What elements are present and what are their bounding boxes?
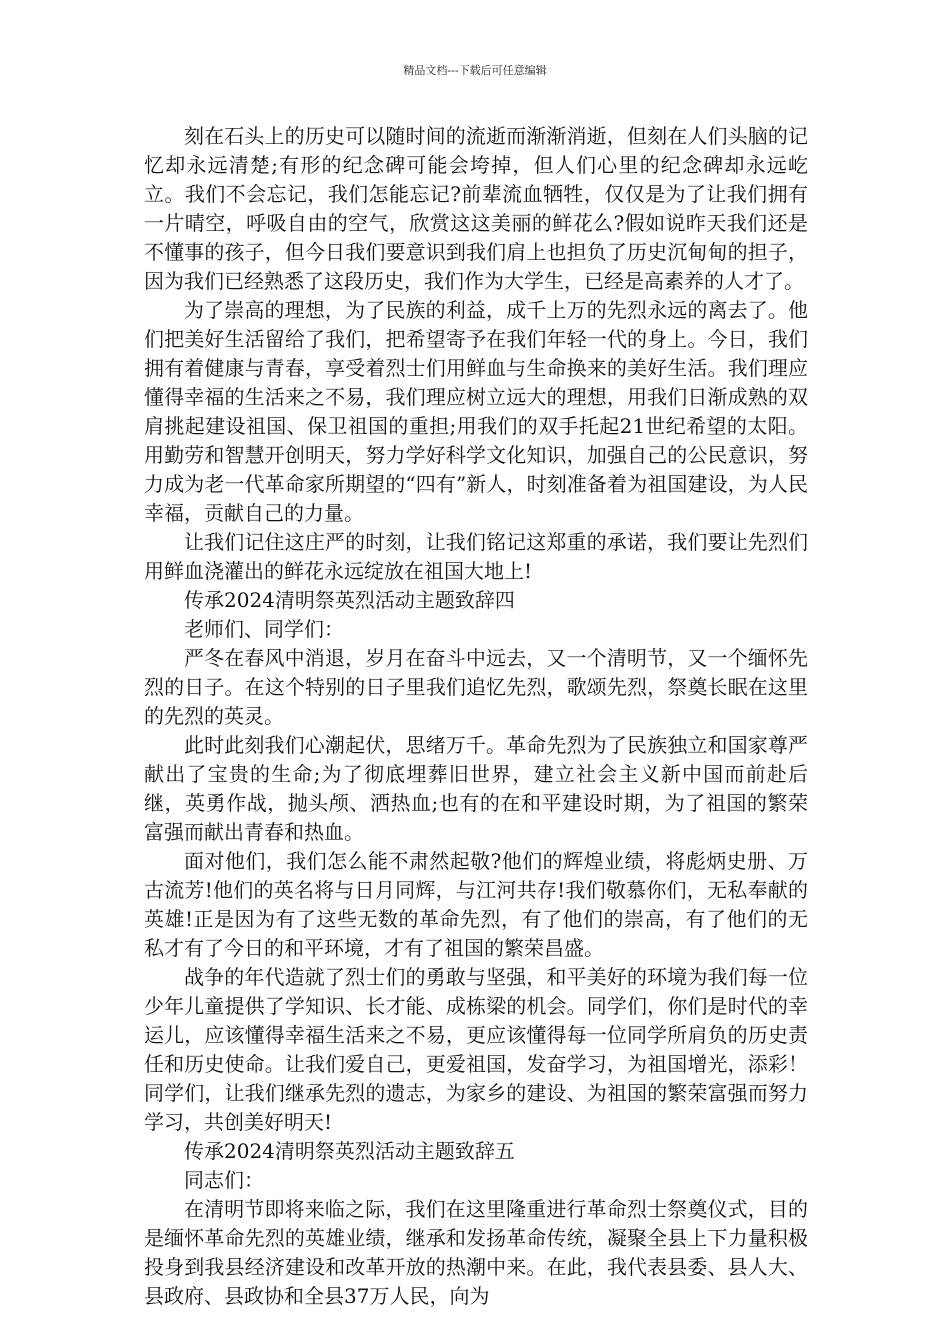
paragraph: 让我们记住这庄严的时刻，让我们铭记这郑重的承诺，我们要让先烈们用鲜血浇灌出的鲜花永远绽放在祖国大地上! [144, 530, 808, 583]
salutation: 老师们、同学们： [184, 617, 344, 641]
paragraph: 刻在石头上的历史可以随时间的流逝而渐渐消逝，但刻在人们头脑的记忆却永远清楚;有形的纪念碑可能会垮掉，但人们心里的纪念碑却永远屹立。我们不会忘记，我们怎能忘记?前辈流血牺牲，仅仅是为了让我们拥有一片晴空，呼吸自由的空气，欣赏这这美丽的鲜花么?假如说昨天我们还是不懂事的孩子，但今日我们要意识到我们肩上也担负了历史沉甸甸的担子，因为我们已经熟悉了这段历史，我们作为大学生，已经是高素养的人才了。 [144, 124, 808, 293]
salutation: 同志们： [184, 1168, 264, 1192]
section-heading: 传承2024清明祭英烈活动主题致辞五 [184, 1139, 515, 1163]
page-header: 精品文档---下载后可任意编辑 [403, 64, 547, 77]
document-body [144, 122, 808, 1311]
paragraph: 在清明节即将来临之际，我们在这里隆重进行革命烈士祭奠仪式，目的是缅怀革命先烈的英雄业绩，继承和发扬革命传统，凝聚全县上下力量积极投身到我县经济建设和改革开放的热潮中来。在此，我代表县委、县人大、县政府、县政协和全县37万人民，向为 [144, 1197, 808, 1308]
paragraph: 严冬在春风中消退，岁月在奋斗中远去，又一个清明节，又一个缅怀先烈的日子。在这个特别的日子里我们追忆先烈，歌颂先烈，祭奠长眠在这里的先烈的英灵。 [144, 646, 808, 728]
paragraph: 为了崇高的理想，为了民族的利益，成千上万的先烈永远的离去了。他们把美好生活留给了我们，把希望寄予在我们年轻一代的身上。今日，我们拥有着健康与青春，享受着烈士们用鲜血与生命换来的美好生活。我们理应懂得幸福的生活来之不易，我们理应树立远大的理想，用我们日渐成熟的双肩挑起建设祖国、保卫祖国的重担;用我们的双手托起21世纪希望的太阳。用勤劳和智慧开创明天，努力学好科学文化知识，加强自己的公民意识，努力成为老一代革命家所期望的“四有”新人，时刻准备着为祖国建设，为人民幸福，贡献自己的力量。 [144, 298, 808, 525]
section-heading: 传承2024清明祭英烈活动主题致辞四 [184, 588, 515, 612]
paragraph: 此时此刻我们心潮起伏，思绪万千。革命先烈为了民族独立和国家尊严献出了宝贵的生命;为了彻底埋葬旧世界，建立社会主义新中国而前赴后继，英勇作战，抛头颅、洒热血;也有的在和平建设时期，为了祖国的繁荣富强而献出青春和热血。 [144, 733, 808, 844]
paragraph: 战争的年代造就了烈士们的勇敢与坚强，和平美好的环境为我们每一位少年儿童提供了学知识、长才能、成栋梁的机会。同学们，你们是时代的幸运儿，应该懂得幸福生活来之不易，更应该懂得每一位同学所肩负的历史责任和历史使命。让我们爱自己，更爱祖国，发奋学习，为祖国增光，添彩！同学们，让我们继承先烈的遗志，为家乡的建设、为祖国的繁荣富强而努力学习，共创美好明天! [144, 965, 808, 1134]
paragraph: 面对他们，我们怎么能不肃然起敬?他们的辉煌业绩，将彪炳史册、万古流芳!他们的英名将与日月同辉，与江河共存!我们敬慕你们，无私奉献的英雄!正是因为有了这些无数的革命先烈，有了他们的崇高，有了他们的无私才有了今日的和平环境，才有了祖国的繁荣昌盛。 [144, 849, 808, 960]
